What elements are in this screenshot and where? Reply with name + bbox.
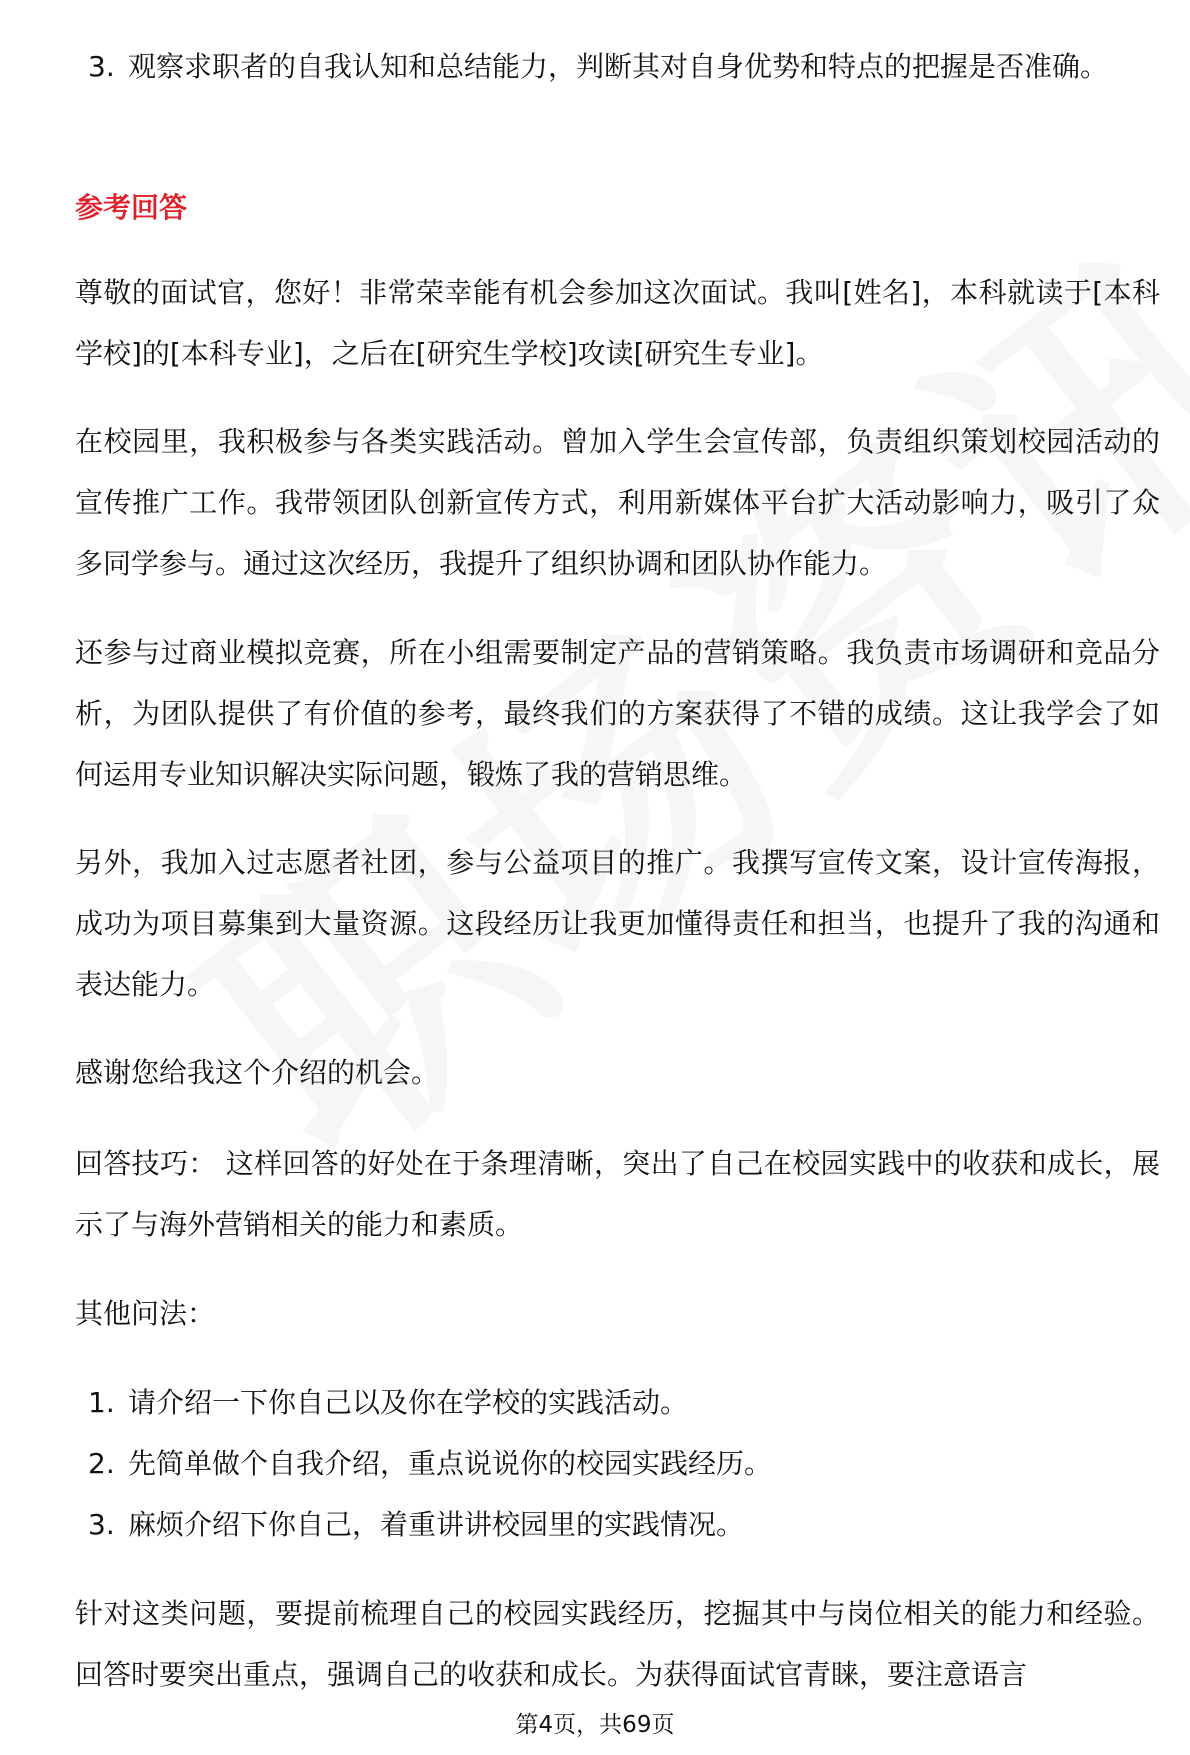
paragraph-other-questions-label: 其他问法：: [75, 1297, 216, 1330]
list-item-text: 观察求职者的自我认知和总结能力，判断其对自身优势和特点的把握是否准确。: [128, 50, 1109, 83]
list-item-number: 3.: [88, 50, 115, 83]
list-item: [0, 1494, 1190, 1555]
paragraph-campus-activities: 在校园里，我积极参与各类实践活动。曾加入学生会宣传部，负责组织策划校园活动的宣传推广工作。我带领团队创新宣传方式，利用新媒体平台扩大活动影响力，吸引了众多同学参与。通过这次经历，我提升了组织协调和团队协作能力。: [75, 425, 1160, 580]
list-item: [0, 1433, 1190, 1494]
paragraph-intro: 尊敬的面试官，您好！非常荣幸能有机会参加这次面试。我叫[姓名]，本科就读于[本科学校]的[本科专业]，之后在[研究生学校]攻读[研究生专业]。: [75, 276, 1160, 370]
list-item-number: 2.: [88, 1447, 115, 1480]
paragraph-volunteer: 另外，我加入过志愿者社团，参与公益项目的推广。我撰写宣传文案，设计宣传海报，成功为项目募集到大量资源。这段经历让我更加懂得责任和担当，也提升了我的沟通和表达能力。: [75, 846, 1160, 1001]
paragraph-answer-tips: 回答技巧： 这样回答的好处在于条理清晰，突出了自己在校园实践中的收获和成长，展示了与海外营销相关的能力和素质。: [75, 1147, 1160, 1241]
list-item: [0, 36, 1190, 158]
list-item-text: 麻烦介绍下你自己，着重讲讲校园里的实践情况。: [128, 1508, 745, 1541]
list-item-text: 先简单做个自我介绍，重点说说你的校园实践经历。: [128, 1447, 773, 1480]
page-number: 第4页，共69页: [515, 1712, 675, 1738]
list-item-number: 1.: [88, 1386, 115, 1419]
list-item-text: 请介绍一下你自己以及你在学校的实践活动。: [128, 1386, 689, 1419]
paragraph-business-competition: 还参与过商业模拟竞赛，所在小组需要制定产品的营销策略。我负责市场调研和竞品分析，为团队提供了有价值的参考，最终我们的方案获得了不错的成绩。这让我学会了如何运用专业知识解决实际问题，锻炼了我的营销思维。: [75, 636, 1160, 791]
section-heading: 参考回答: [75, 191, 188, 224]
list-item: [0, 1372, 1190, 1433]
list-item-number: 3.: [88, 1508, 115, 1541]
paragraph-closing: 针对这类问题，要提前梳理自己的校园实践经历，挖掘其中与岗位相关的能力和经验。回答时要突出重点，强调自己的收获和成长。为获得面试官青睐，要注意语言: [75, 1597, 1160, 1691]
paragraph-thanks: 感谢您给我这个介绍的机会。: [75, 1056, 440, 1089]
